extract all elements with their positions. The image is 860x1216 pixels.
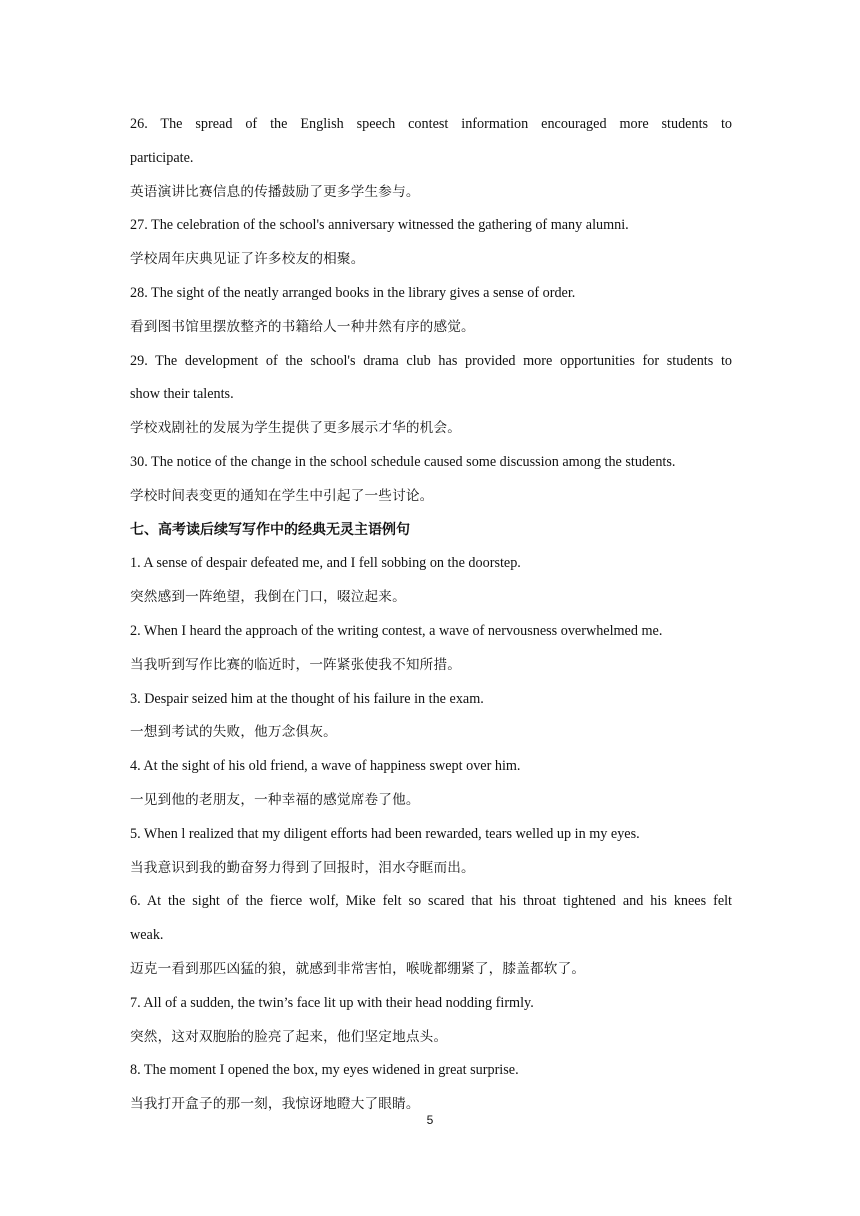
- chinese-translation-line: 当我意识到我的勤奋努力得到了回报时，泪水夺眶而出。: [130, 859, 475, 876]
- chinese-translation-line: 学校周年庆典见证了许多校友的相聚。: [130, 251, 365, 268]
- english-line: 28. The sight of the neatly arranged books in the library gives a sense of order.: [130, 284, 576, 301]
- document-body: [130, 108, 732, 1122]
- english-line: 5. When l realized that my diligent efforts had been rewarded, tears welled up in my eyes.: [130, 825, 640, 842]
- chinese-translation-line: 突然，这对双胞胎的脸亮了起来，他们坚定地点头。: [130, 1028, 448, 1045]
- chinese-translation-line: 学校时间表变更的通知在学生中引起了一些讨论。: [130, 487, 434, 504]
- english-line: 26. The spread of the English speech contest information encouraged more students to: [130, 116, 732, 132]
- chinese-translation-line: 学校戏剧社的发展为学生提供了更多展示才华的机会。: [130, 420, 462, 437]
- english-line: 7. All of a sudden, the twin’s face lit up with their head nodding firmly.: [130, 994, 534, 1011]
- english-line: 29. The development of the school's drama club has provided more opportunities for students to: [130, 352, 732, 369]
- chinese-translation-line: 当我打开盒子的那一刻，我惊讶地瞪大了眼睛。: [130, 1096, 420, 1113]
- english-line: 27. The celebration of the school's anniversary witnessed the gathering of many alumni.: [130, 217, 629, 234]
- english-line: 8. The moment I opened the box, my eyes widened in great surprise.: [130, 1062, 519, 1079]
- english-line: 3. Despair seized him at the thought of his failure in the exam.: [130, 690, 484, 707]
- chinese-translation-line: 突然感到一阵绝望，我倒在门口，啜泣起来。: [130, 589, 406, 606]
- chinese-translation-line: 当我听到写作比赛的临近时，一阵紧张使我不知所措。: [130, 656, 462, 673]
- english-line: 6. At the sight of the fierce wolf, Mike felt so scared that his throat tightened and his knees felt: [130, 893, 732, 910]
- english-line: 30. The notice of the change in the school schedule caused some discussion among the students.: [130, 453, 676, 470]
- chinese-translation-line: 看到图书馆里摆放整齐的书籍给人一种井然有序的感觉。: [130, 318, 475, 335]
- chinese-translation-line: 一想到考试的失败，他万念俱灰。: [130, 724, 337, 741]
- english-line: 1. A sense of despair defeated me, and I fell sobbing on the doorstep.: [130, 555, 521, 572]
- section-heading: 七、高考读后续写写作中的经典无灵主语例句: [130, 521, 410, 538]
- english-line: show their talents.: [130, 386, 234, 403]
- english-line: weak.: [130, 927, 164, 944]
- english-line: participate.: [130, 149, 194, 166]
- page-number: 5: [426, 1113, 434, 1127]
- chinese-translation-line: 一见到他的老朋友，一种幸福的感觉席卷了他。: [130, 791, 420, 808]
- chinese-translation-line: 英语演讲比赛信息的传播鼓励了更多学生参与。: [130, 183, 420, 200]
- english-line: 4. At the sight of his old friend, a wave of happiness swept over him.: [130, 758, 521, 775]
- english-line: 2. When I heard the approach of the writing contest, a wave of nervousness overwhelmed me.: [130, 622, 663, 639]
- chinese-translation-line: 迈克一看到那匹凶猛的狼，就感到非常害怕，喉咙都绷紧了，膝盖都软了。: [130, 960, 586, 977]
